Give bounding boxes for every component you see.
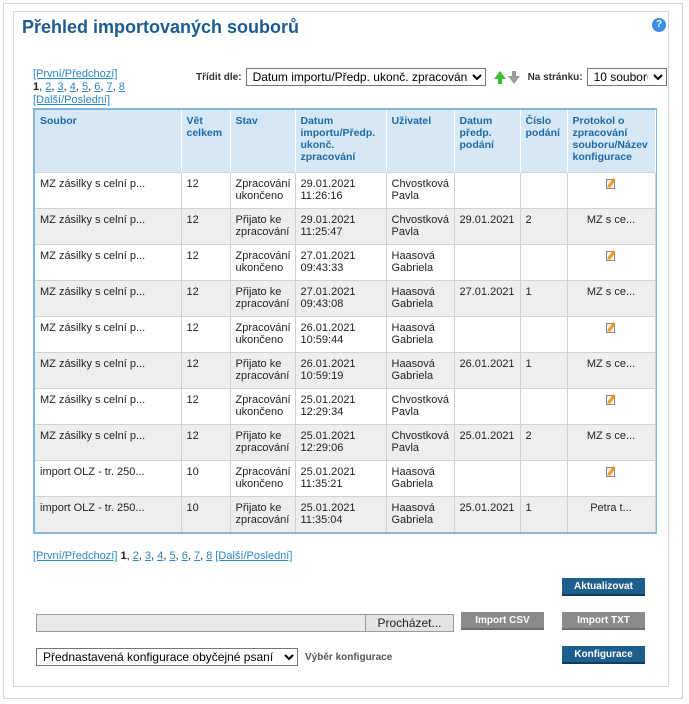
table-header-row	[35, 110, 655, 173]
pager-page-5[interactable]: 5	[82, 81, 89, 93]
pager-page-8[interactable]: 8	[206, 550, 213, 562]
table-row[interactable]	[35, 497, 655, 533]
cell-submission-no	[520, 245, 567, 281]
cell-protocol[interactable]: MZ s ce...	[567, 209, 655, 245]
cell-status: Přijato ke zpracování	[230, 281, 295, 317]
cell-user: Haasová Gabriela	[386, 245, 454, 281]
cell-import-date: 26.01.2021 10:59:44	[295, 317, 386, 353]
table-row[interactable]	[35, 317, 655, 353]
cell-file: MZ zásilky s celní p...	[35, 317, 181, 353]
table-row[interactable]	[35, 173, 655, 209]
cell-user: Haasová Gabriela	[386, 281, 454, 317]
cell-records: 12	[181, 317, 230, 353]
sort-descending-icon[interactable]	[508, 71, 520, 84]
pager-page-3[interactable]: 3	[144, 550, 152, 562]
cell-protocol[interactable]: MZ s ce...	[567, 353, 655, 389]
cell-protocol	[567, 389, 655, 425]
cell-import-date: 25.01.2021 11:35:04	[295, 497, 386, 533]
pager-page-3[interactable]: 3	[57, 81, 64, 93]
pager-top	[33, 68, 125, 107]
cell-status: Zpracování ukončeno	[230, 245, 295, 281]
cell-submission-no: 2	[520, 425, 567, 461]
cell-protocol[interactable]: MZ s ce...	[567, 425, 655, 461]
cell-submission-no: 1	[520, 281, 567, 317]
table-row[interactable]	[35, 281, 655, 317]
cell-records: 12	[181, 209, 230, 245]
cell-submit-date: 26.01.2021	[454, 353, 520, 389]
cell-records: 12	[181, 173, 230, 209]
cell-file: MZ zásilky s celní p...	[35, 173, 181, 209]
cell-user: Chvostková Pavla	[386, 173, 454, 209]
cell-import-date: 29.01.2021 11:26:16	[295, 173, 386, 209]
config-select[interactable]	[36, 648, 298, 666]
cell-submit-date: 25.01.2021	[454, 425, 520, 461]
cell-file: MZ zásilky s celní p...	[35, 281, 181, 317]
cell-submit-date	[454, 461, 520, 497]
cell-protocol	[567, 317, 655, 353]
col-header-submission-no[interactable]: Číslo podání	[520, 110, 567, 173]
sort-ascending-icon[interactable]	[494, 71, 506, 84]
cell-import-date: 25.01.2021 12:29:34	[295, 389, 386, 425]
config-label: Výběr konfigurace	[305, 652, 393, 663]
cell-import-date: 26.01.2021 10:59:19	[295, 353, 386, 389]
cell-protocol[interactable]: MZ s ce...	[567, 281, 655, 317]
cell-records: 12	[181, 425, 230, 461]
refresh-button[interactable]: Aktualizovat	[562, 578, 645, 596]
pager-page-7[interactable]: 7	[106, 81, 113, 93]
cell-user: Haasová Gabriela	[386, 461, 454, 497]
protocol-edit-icon[interactable]	[606, 250, 617, 261]
cell-import-date: 27.01.2021 09:43:08	[295, 281, 386, 317]
pager-page-6[interactable]: 6	[181, 550, 188, 562]
table-row[interactable]	[35, 461, 655, 497]
sort-select[interactable]	[246, 68, 486, 86]
cell-user: Haasová Gabriela	[386, 497, 454, 533]
files-table	[33, 108, 657, 534]
pager-page-4[interactable]: 4	[157, 550, 164, 562]
pager-first-prev-link[interactable]: [První/Předchozí]	[33, 550, 118, 562]
cell-submit-date	[454, 245, 520, 281]
pager-page-1: 1	[33, 81, 40, 93]
pager-page-6[interactable]: 6	[94, 81, 101, 93]
pager-page-7[interactable]: 7	[193, 550, 201, 562]
import-txt-button[interactable]: Import TXT	[562, 612, 645, 630]
per-page-label: Na stránku:	[527, 71, 583, 83]
cell-submit-date	[454, 317, 520, 353]
table-body	[35, 173, 655, 533]
pager-next-last-link[interactable]: [Další/Poslední]	[215, 550, 293, 562]
cell-status: Zpracování ukončeno	[230, 461, 295, 497]
cell-protocol[interactable]: Petra t...	[567, 497, 655, 533]
pager-first-prev-link[interactable]: [První/Předchozí]	[33, 68, 118, 80]
sort-direction	[494, 71, 520, 84]
pager-page-2[interactable]: 2	[45, 81, 52, 93]
cell-submission-no	[520, 173, 567, 209]
cell-submission-no: 2	[520, 209, 567, 245]
col-header-user[interactable]: Uživatel	[386, 110, 454, 173]
protocol-edit-icon[interactable]	[606, 178, 617, 189]
cell-user: Haasová Gabriela	[386, 317, 454, 353]
config-button[interactable]: Konfigurace	[562, 646, 645, 664]
cell-user: Chvostková Pavla	[386, 389, 454, 425]
table-row[interactable]	[35, 353, 655, 389]
protocol-edit-icon[interactable]	[606, 394, 617, 405]
cell-protocol	[567, 173, 655, 209]
table-row[interactable]	[35, 209, 655, 245]
cell-file: MZ zásilky s celní p...	[35, 209, 181, 245]
page-title: Přehled importovaných souborů	[22, 17, 300, 37]
import-csv-button[interactable]: Import CSV	[461, 612, 544, 630]
cell-file: import OLZ - tr. 250...	[35, 461, 181, 497]
cell-submission-no	[520, 317, 567, 353]
cell-submit-date: 27.01.2021	[454, 281, 520, 317]
cell-import-date: 27.01.2021 09:43:33	[295, 245, 386, 281]
cell-file: import OLZ - tr. 250...	[35, 497, 181, 533]
cell-submission-no	[520, 389, 567, 425]
file-path-input[interactable]	[37, 615, 365, 631]
cell-status: Zpracování ukončeno	[230, 317, 295, 353]
cell-user: Chvostková Pavla	[386, 425, 454, 461]
cell-records: 12	[181, 245, 230, 281]
cell-file: MZ zásilky s celní p...	[35, 389, 181, 425]
col-header-records[interactable]: Vět celkem	[181, 110, 230, 173]
cell-status: Přijato ke zpracování	[230, 209, 295, 245]
cell-import-date: 29.01.2021 11:25:47	[295, 209, 386, 245]
cell-file: MZ zásilky s celní p...	[35, 425, 181, 461]
cell-protocol	[567, 461, 655, 497]
cell-submit-date	[454, 389, 520, 425]
cell-submission-no: 1	[520, 497, 567, 533]
cell-file: MZ zásilky s celní p...	[35, 245, 181, 281]
cell-status: Přijato ke zpracování	[230, 353, 295, 389]
cell-submission-no	[520, 461, 567, 497]
pager-page-1: 1	[120, 550, 127, 562]
cell-records: 12	[181, 281, 230, 317]
cell-submit-date: 29.01.2021	[454, 209, 520, 245]
table-row[interactable]	[35, 425, 655, 461]
cell-records: 12	[181, 353, 230, 389]
browse-button[interactable]: Procházet...	[365, 615, 453, 631]
col-header-import-date[interactable]: Datum importu/Předp. ukonč. zpracování	[295, 110, 386, 173]
cell-submit-date: 25.01.2021	[454, 497, 520, 533]
col-header-submit-date[interactable]: Datum předp. podání	[454, 110, 520, 173]
help-icon[interactable]: ?	[652, 18, 666, 32]
cell-status: Zpracování ukončeno	[230, 173, 295, 209]
pager-page-list: 1, 2, 3, 4, 5, 6, 7, 8	[33, 81, 125, 93]
pager-page-2[interactable]: 2	[132, 550, 139, 562]
cell-user: Haasová Gabriela	[386, 353, 454, 389]
cell-submit-date	[454, 173, 520, 209]
cell-import-date: 25.01.2021 12:29:06	[295, 425, 386, 461]
pager-next-last-link[interactable]: [Další/Poslední]	[33, 94, 111, 106]
protocol-edit-icon[interactable]	[606, 322, 617, 333]
cell-submission-no: 1	[520, 353, 567, 389]
cell-protocol	[567, 245, 655, 281]
cell-user: Chvostková Pavla	[386, 209, 454, 245]
sort-bar	[196, 68, 667, 86]
pager-page-5[interactable]: 5	[169, 550, 176, 562]
pager-bottom: [První/Předchozí] 1, 2, 3, 4, 5, 6, 7, 8 [Další/Poslední]	[33, 550, 293, 562]
protocol-edit-icon[interactable]	[606, 466, 617, 477]
col-header-protocol[interactable]: Protokol o zpracování souboru/Název konfigurace	[567, 110, 655, 173]
col-header-status[interactable]: Stav	[230, 110, 295, 173]
cell-status: Přijato ke zpracování	[230, 425, 295, 461]
per-page-select[interactable]	[587, 68, 667, 86]
cell-status: Přijato ke zpracování	[230, 497, 295, 533]
cell-import-date: 25.01.2021 11:35:21	[295, 461, 386, 497]
file-upload-field[interactable]	[36, 614, 454, 632]
cell-records: 12	[181, 389, 230, 425]
col-header-file[interactable]: Soubor	[35, 110, 181, 173]
sort-label: Třídit dle:	[196, 71, 242, 83]
cell-records: 10	[181, 461, 230, 497]
cell-records: 10	[181, 497, 230, 533]
table-row[interactable]	[35, 245, 655, 281]
table-row[interactable]	[35, 389, 655, 425]
pager-page-8[interactable]: 8	[118, 81, 125, 93]
cell-status: Zpracování ukončeno	[230, 389, 295, 425]
cell-file: MZ zásilky s celní p...	[35, 353, 181, 389]
pager-page-4[interactable]: 4	[69, 81, 76, 93]
